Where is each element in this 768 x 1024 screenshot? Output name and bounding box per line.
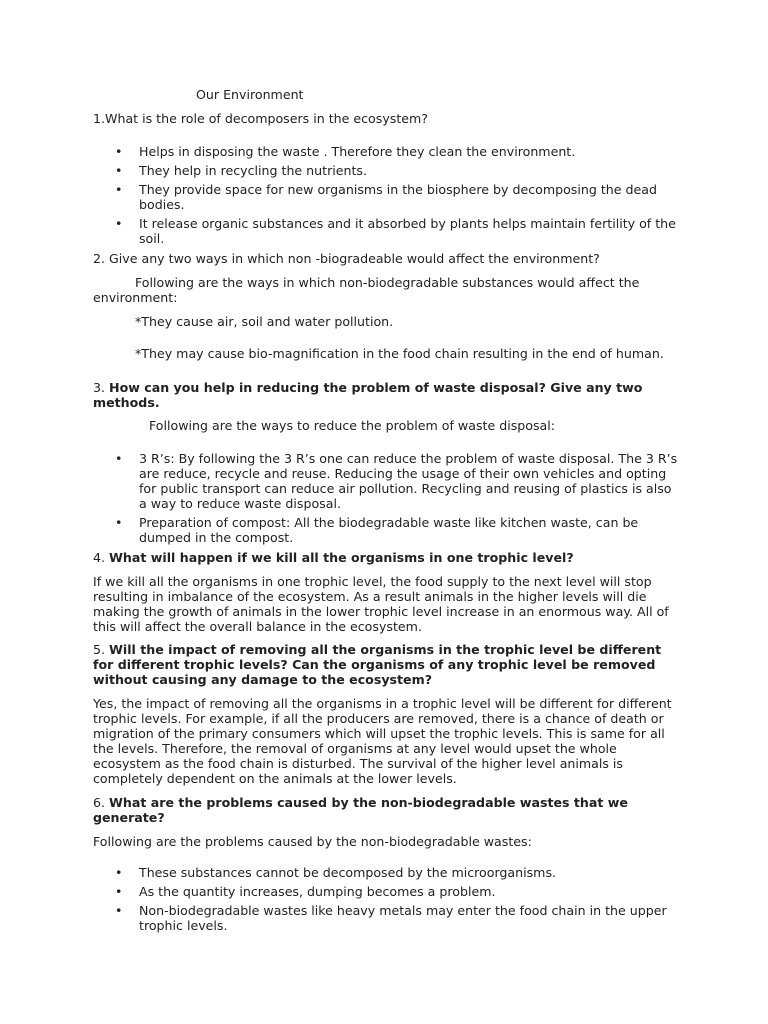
list-item: • It release organic substances and it absorbed by plants helps maintain fertility of the soil.: [93, 216, 683, 246]
question-6: [93, 795, 683, 825]
q6-answer-list: [93, 865, 683, 933]
q3-intro: Following are the ways to reduce the problem of waste disposal:: [149, 418, 555, 433]
q2-point-2: *They may cause bio-magnification in the food chain resulting in the end of human.: [135, 346, 664, 361]
list-item: • These substances cannot be decomposed by the microorganisms.: [93, 865, 683, 880]
q3-answer-list: [93, 451, 683, 545]
q1-answer-list: [93, 144, 683, 246]
question-number: 3.: [93, 380, 110, 395]
list-item: • 3 R’s: By following the 3 R’s one can reduce the problem of waste disposal. The 3 R’s are reduce, recycle and reuse. Reducing the usage of their own vehicles and opting for public transport can reduce air pollution. Recycling and reusing of plastics is also a way to reduce waste disposal.: [93, 451, 683, 511]
question-2: 2. Give any two ways in which non -biogradeable would affect the environment?: [93, 251, 600, 266]
question-text: What are the problems caused by the non-biodegradable wastes that we generate?: [93, 795, 628, 825]
list-item: • They help in recycling the nutrients.: [93, 163, 683, 178]
q2-intro: Following are the ways in which non-biodegradable substances would affect the environment:: [93, 275, 640, 305]
q4-answer: If we kill all the organisms in one trophic level, the food supply to the next level will stop resulting in imbalance of the ecosystem. As a result animals in the higher levels will die making the growth of animals in the lower trophic level increase in an enormous way. All of this will affect the overall balance in the ecosystem.: [93, 574, 669, 634]
question-5: [93, 642, 683, 687]
question-number: 4.: [93, 550, 110, 565]
list-item: • Preparation of compost: All the biodegradable waste like kitchen waste, can be dumped in the compost.: [93, 515, 683, 545]
question-text: Will the impact of removing all the organisms in the trophic level be different for different trophic levels? Can the organisms of any trophic level be removed without causing any damage to the ecosystem?: [93, 642, 662, 687]
list-item: • As the quantity increases, dumping becomes a problem.: [93, 884, 683, 899]
question-text: What will happen if we kill all the organisms in one trophic level?: [109, 550, 574, 565]
question-number: 5.: [93, 642, 110, 657]
question-3: [93, 380, 683, 410]
question-number: 6.: [93, 795, 110, 810]
q5-answer: Yes, the impact of removing all the organisms in a trophic level will be different for different trophic levels. For example, if all the producers are removed, there is a chance of death or migration of the primary consumers which will upset the trophic levels. This is same for all the levels. Therefore, the removal of organisms at any level would upset the whole ecosystem as the food chain is disturbed. The survival of the higher level animals is completely dependent on the animals at the lower levels.: [93, 696, 672, 786]
document-title: Our Environment: [196, 87, 304, 102]
list-item: • Non-biodegradable wastes like heavy metals may enter the food chain in the upper trophic levels.: [93, 903, 683, 933]
question-1: 1.What is the role of decomposers in the ecosystem?: [93, 111, 428, 126]
question-text: How can you help in reducing the problem of waste disposal? Give any two methods.: [93, 380, 643, 410]
q2-point-1: *They cause air, soil and water pollution.: [135, 314, 394, 329]
question-4: [93, 550, 683, 565]
list-item: • They provide space for new organisms in the biosphere by decomposing the dead bodies.: [93, 182, 683, 212]
q6-intro: Following are the problems caused by the non-biodegradable wastes:: [93, 834, 532, 849]
list-item: • Helps in disposing the waste . Therefore they clean the environment.: [93, 144, 683, 159]
